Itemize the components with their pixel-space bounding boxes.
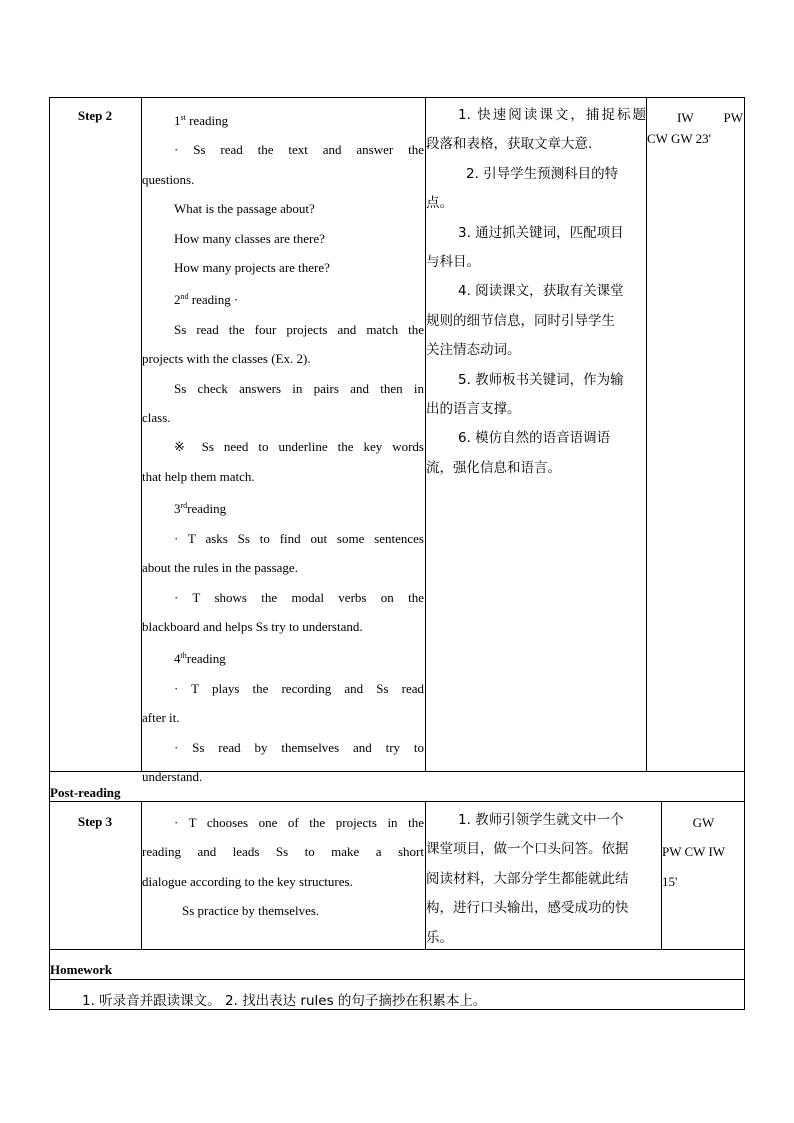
note-line: ※ Ss need to underline the key words	[174, 439, 424, 455]
step3-purposes	[426, 806, 661, 953]
step3-purpose-1: 1. 教师引领学生就文中一个	[458, 812, 624, 828]
step3-mode	[662, 808, 745, 896]
row-divider-post-reading	[49, 801, 745, 802]
self-read-line-2: understand.	[142, 768, 203, 784]
post-reading-label: Post-reading	[50, 785, 121, 800]
step3-purpose-3: 阅读材料，大部分学生都能就此结	[426, 870, 629, 887]
match-line-2: projects with the classes (Ex. 2).	[142, 351, 311, 367]
question-1: What is the passage about?	[174, 201, 315, 217]
purpose-3-cont: 与科目。	[426, 254, 480, 271]
purpose-4-cont: 规则的细节信息，同时引导学生	[426, 312, 615, 329]
find-line-2: about the rules in the passage.	[142, 560, 298, 576]
step3-label: Step 3	[77, 814, 113, 829]
check-line-2: class.	[142, 410, 171, 426]
answer-questions-line-2: questions.	[142, 171, 195, 187]
modal-line: · T shows the modal verbs on the	[174, 589, 424, 605]
step3-mode-line-2: PW CW IW	[662, 844, 726, 860]
fourth-reading-heading: 4threading	[174, 651, 226, 667]
purpose-2-cont: 点。	[426, 195, 453, 212]
step2-mode-line-1: IW PW	[677, 110, 743, 125]
third-reading-heading: 3rdreading	[174, 501, 227, 517]
step3-purpose-5: 乐。	[426, 929, 453, 946]
check-line: Ss check answers in pairs and then in	[174, 380, 424, 396]
step2-divider-3	[646, 97, 647, 772]
purpose-6-cont: 流，强化信息和语言。	[426, 459, 561, 476]
choose-line: · T chooses one of the projects in the	[174, 815, 424, 830]
homework-label: Homework	[50, 962, 113, 977]
purpose-5-cont: 出的语言支撑。	[426, 401, 521, 418]
purpose-5: 5. 教师板书关键词，作为输	[458, 371, 624, 388]
answer-questions-line: · Ss read the text and answer the	[174, 142, 424, 158]
step2-label: Step 2	[77, 108, 113, 123]
choose-line-3: dialogue according to the key structures.	[142, 873, 353, 889]
first-reading-heading: 1st reading	[174, 113, 229, 128]
purpose-1: 1. 快速阅读课文，捕捉标题	[458, 107, 646, 123]
homework-text: 1. 听录音并跟读课文。 2. 找出表达 rules 的句子摘抄在积累本上。	[82, 993, 487, 1009]
purpose-4: 4. 阅读课文，获取有关课堂	[458, 283, 624, 300]
purpose-2: 2. 引导学生预测科目的特	[466, 165, 619, 182]
step2-mode	[647, 103, 745, 154]
step3-mode-line-3: 15'	[662, 873, 678, 889]
choose-line-2: reading and leads Ss to make a short	[142, 844, 424, 860]
self-read-line: · Ss read by themselves and try to	[174, 739, 424, 755]
question-2: How many classes are there?	[174, 230, 325, 246]
find-line: · T asks Ss to find out some sentences	[174, 530, 424, 546]
match-line: Ss read the four projects and match the	[174, 321, 424, 337]
practice-line: Ss practice by themselves.	[182, 903, 320, 919]
row-divider-homework	[49, 979, 745, 980]
purpose-6: 6. 模仿自然的语音语调语	[458, 430, 611, 447]
play-line-2: after it.	[142, 710, 180, 726]
note-line-2: that help them match.	[142, 468, 255, 484]
step3-purpose-2: 课堂项目，做一个口头问答。依据	[426, 841, 629, 858]
step2-activities	[142, 103, 424, 791]
purpose-1-cont: 段落和表格，获取文章大意.	[426, 136, 593, 153]
step3-mode-line-1: GW	[692, 815, 715, 830]
purpose-3: 3. 通过抓关键词，匹配项目	[458, 224, 624, 241]
purpose-4-cont-2: 关注情态动词。	[426, 342, 521, 359]
second-reading-heading: 2nd reading ·	[174, 292, 239, 308]
step2-mode-line-2: CW GW 23'	[647, 131, 711, 147]
play-line: · T plays the recording and Ss read	[174, 680, 424, 696]
step3-activities	[142, 808, 424, 926]
step3-purpose-4: 构，进行口头输出，感受成功的快	[426, 900, 629, 917]
modal-line-2: blackboard and helps Ss try to understand.	[142, 618, 363, 634]
step2-purposes	[426, 101, 646, 483]
question-3: How many projects are there?	[174, 260, 330, 276]
